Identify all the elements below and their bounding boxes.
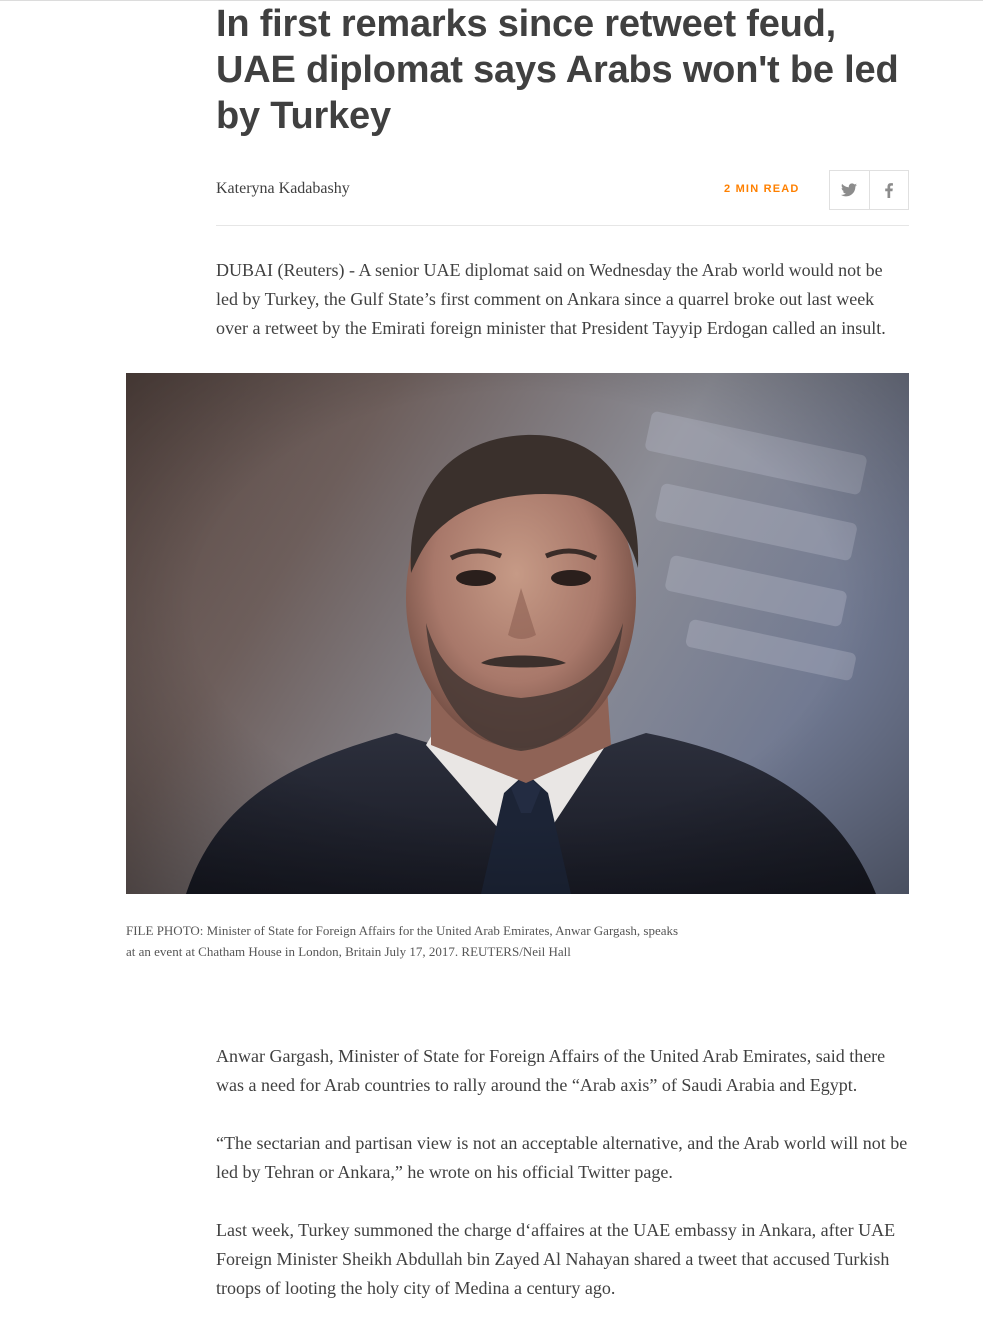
facebook-icon — [885, 183, 893, 198]
body-paragraph-3: Last week, Turkey summoned the charge d‘affaires at the UAE embassy in Ankara, after UAE Foreign Minister Sheikh Abdullah bin Zayed Al Nahayan shared a tweet that accused Turkish troops of looting the holy city of Medina a century ago. — [216, 1220, 896, 1298]
body-paragraph-2: “The sectarian and partisan view is not an acceptable alternative, and the Arab world will not be led by Tehran or Ankara,” he wrote on his official Twitter page. — [216, 1133, 908, 1182]
byline-divider — [216, 225, 909, 226]
share-twitter-button[interactable] — [830, 171, 869, 209]
byline-bar — [216, 170, 909, 210]
body-paragraph-1: Anwar Gargash, Minister of State for Foreign Affairs of the United Arab Emirates, said there was a need for Arab countries to rally around the “Arab axis” of Saudi Arabia and Egypt. — [216, 1046, 886, 1095]
lead-paragraph: DUBAI (Reuters) - A senior UAE diplomat said on Wednesday the Arab world would not be led by Turkey, the Gulf State’s first comment on Ankara since a quarrel broke out last week over a retweet by the Emirati foreign minister that President Tayyip Erdogan called an insult. — [216, 260, 886, 338]
share-buttons — [829, 170, 909, 210]
portrait-image — [126, 373, 909, 894]
read-time-label: 2 MIN READ — [724, 183, 800, 195]
share-facebook-button[interactable] — [869, 171, 909, 209]
article-photo[interactable] — [126, 373, 909, 894]
photo-caption: FILE PHOTO: Minister of State for Foreign Affairs for the United Arab Emirates, Anwar Gargash, speaks at an event at Chatham House in London, Britain July 17, 2017. REUTERS/Neil Hall — [126, 923, 679, 959]
twitter-icon — [841, 183, 857, 197]
article-headline: In first remarks since retweet feud, UAE diplomat says Arabs won't be led by Turkey — [216, 3, 899, 137]
author-name[interactable]: Kateryna Kadabashy — [216, 180, 350, 197]
